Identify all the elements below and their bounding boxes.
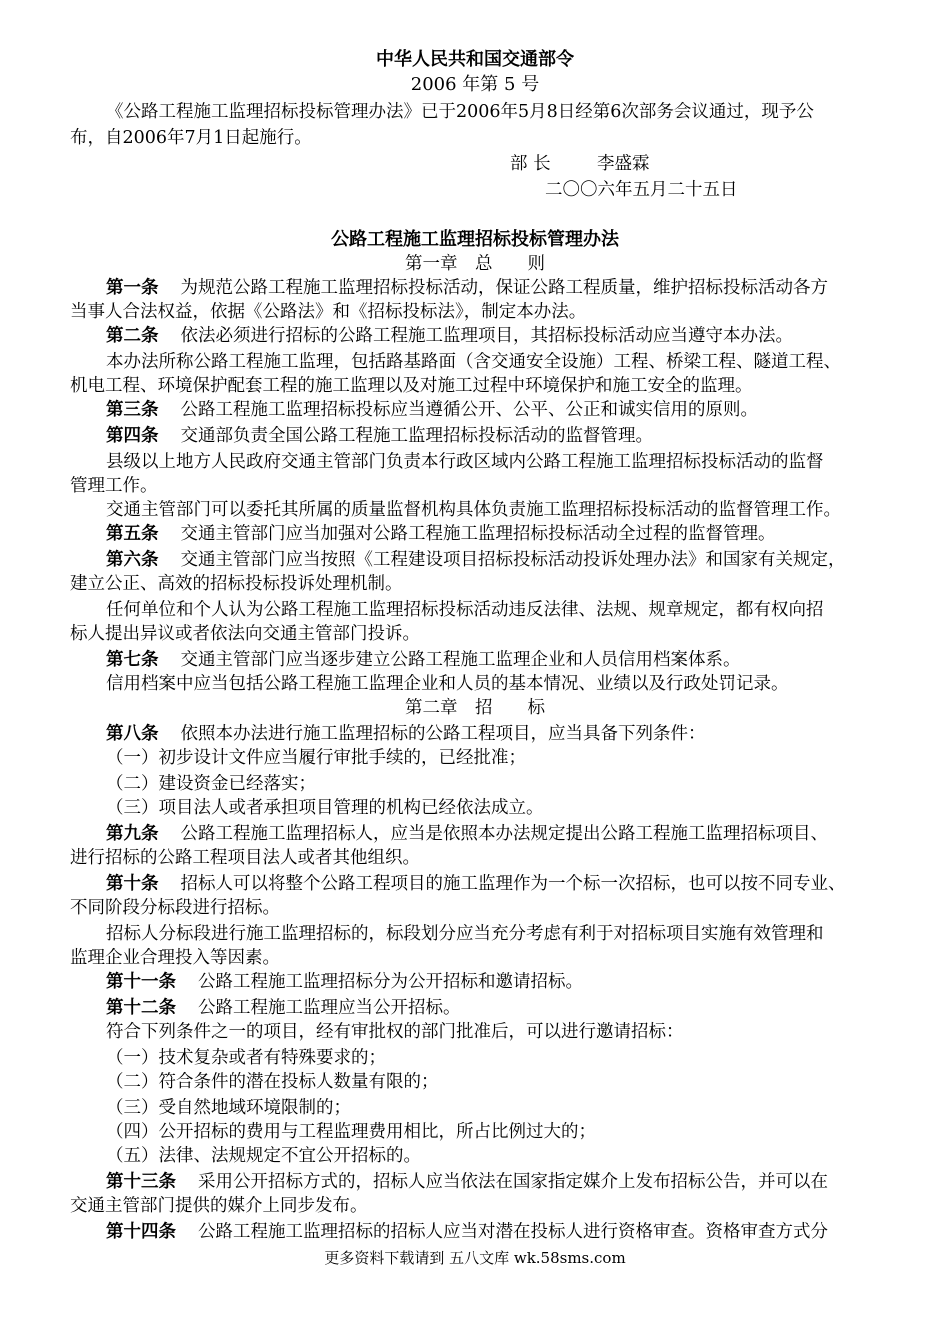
- article-14-text: 公路工程施工监理招标的招标人应当对潜在投标人进行资格审查。资格审查方式分: [198, 1222, 828, 1242]
- article-13-label: 第十三条: [106, 1172, 176, 1192]
- article-12-item-2: （二）符合条件的潜在投标人数量有限的；: [106, 1072, 439, 1092]
- article-10-para-2-line-1: 招标人分标段进行施工监理招标的，标段划分应当充分考虑有利于对招标项目实施有效管理和: [106, 924, 824, 944]
- article-1-label: 第一条: [106, 278, 159, 298]
- article-4-para-2-line-2: 管理工作。: [70, 476, 158, 496]
- article-9-line-1: [106, 822, 828, 846]
- article-5-line-1: [106, 522, 776, 546]
- article-11-text: 公路工程施工监理招标分为公开招标和邀请招标。: [198, 972, 583, 992]
- article-14-label: 第十四条: [106, 1222, 176, 1242]
- minister-title: 部 长: [510, 154, 551, 174]
- article-5-text: 交通主管部门应当加强对公路工程施工监理招标投标活动全过程的监督管理。: [180, 524, 776, 544]
- article-7-line-1: [106, 648, 741, 672]
- article-8-text: 依照本办法进行施工监理招标的公路工程项目，应当具备下列条件：: [180, 724, 706, 744]
- article-7-para-2-line-1: 信用档案中应当包括公路工程施工监理企业和人员的基本情况、业绩以及行政处罚记录。: [106, 674, 789, 694]
- article-7-text: 交通主管部门应当逐步建立公路工程施工监理企业和人员信用档案体系。: [180, 650, 741, 670]
- article-4-para-3-line-1: 交通主管部门可以委托其所属的质量监督机构具体负责施工监理招标投标活动的监督管理工作。: [106, 500, 841, 520]
- order-number: 2006 年第 5 号: [410, 74, 540, 95]
- article-6-line-1: [106, 548, 846, 572]
- article-10-text: 招标人可以将整个公路工程项目的施工监理作为一个标一次招标，也可以按不同专业、: [180, 874, 846, 894]
- article-9-label: 第九条: [106, 824, 159, 844]
- chapter-1-heading: 第一章 总 则: [405, 254, 545, 274]
- article-12-para-2-line-1: 符合下列条件之一的项目，经有审批权的部门批准后，可以进行邀请招标：: [106, 1022, 684, 1042]
- article-9-line-2: 进行招标的公路工程项目法人或者其他组织。: [70, 848, 420, 868]
- article-4-para-2-line-1: 县级以上地方人民政府交通主管部门负责本行政区域内公路工程施工监理招标投标活动的监督: [106, 452, 824, 472]
- article-8-item-1: （一）初步设计文件应当履行审批手续的，已经批准；: [106, 748, 526, 768]
- article-4-label: 第四条: [106, 426, 159, 446]
- article-1-line-1: [106, 276, 828, 300]
- footer-note: 更多资料下载请到 五八文库 wk.58sms.com: [324, 1249, 626, 1267]
- article-4-line-1: [106, 424, 653, 448]
- intro-line-2: 布，自2006年7月1日起施行。: [70, 128, 312, 148]
- article-6-label: 第六条: [106, 550, 159, 570]
- chapter-2-heading: 第二章 招 标: [405, 698, 545, 718]
- article-1-text: 为规范公路工程施工监理招标投标活动，保证公路工程质量，维护招标投标活动各方: [180, 278, 828, 298]
- article-8-label: 第八条: [106, 724, 159, 744]
- document-title: 公路工程施工监理招标投标管理办法: [331, 229, 619, 250]
- article-13-line-1: [106, 1170, 828, 1194]
- article-12-item-1: （一）技术复杂或者有特殊要求的；: [106, 1048, 386, 1068]
- article-8-line-1: [106, 722, 706, 746]
- article-3-text: 公路工程施工监理招标投标应当遵循公开、公平、公正和诚实信用的原则。: [180, 400, 758, 420]
- article-13-line-2: 交通主管部门提供的媒介上同步发布。: [70, 1196, 368, 1216]
- article-11-line-1: [106, 970, 583, 994]
- article-10-line-1: [106, 872, 846, 896]
- article-12-label: 第十二条: [106, 998, 176, 1018]
- article-12-text: 公路工程施工监理应当公开招标。: [198, 998, 461, 1018]
- article-10-line-2: 不同阶段分标段进行招标。: [70, 898, 280, 918]
- article-2-para-2-line-2: 机电工程、环境保护配套工程的施工监理以及对施工过程中环境保护和施工安全的监理。: [70, 376, 753, 396]
- article-12-item-3: （三）受自然地域环境限制的；: [106, 1098, 351, 1118]
- article-12-item-4: （四）公开招标的费用与工程监理费用相比，所占比例过大的；: [106, 1122, 596, 1142]
- article-6-text: 交通主管部门应当按照《工程建设项目招标投标活动投诉处理办法》和国家有关规定，: [180, 550, 846, 570]
- article-6-line-2: 建立公正、高效的招标投标投诉处理机制。: [70, 574, 403, 594]
- article-12-item-5: （五）法律、法规规定不宜公开招标的。: [106, 1146, 421, 1166]
- article-8-item-2: （二）建设资金已经落实；: [106, 774, 316, 794]
- article-6-para-2-line-2: 标人提出异议或者依法向交通主管部门投诉。: [70, 624, 420, 644]
- article-9-text: 公路工程施工监理招标人，应当是依照本办法规定提出公路工程施工监理招标项目、: [180, 824, 828, 844]
- article-5-label: 第五条: [106, 524, 159, 544]
- minister-name: 李盛霖: [597, 154, 650, 174]
- article-4-text: 交通部负责全国公路工程施工监理招标投标活动的监督管理。: [180, 426, 653, 446]
- intro-line-1: 《公路工程施工监理招标投标管理办法》已于2006年5月8日经第6次部务会议通过，现予公: [106, 102, 814, 122]
- article-3-label: 第三条: [106, 400, 159, 420]
- article-3-line-1: [106, 398, 758, 422]
- article-1-line-2: 当事人合法权益，依据《公路法》和《招标投标法》，制定本办法。: [70, 302, 587, 322]
- article-11-label: 第十一条: [106, 972, 176, 992]
- article-2-line-1: [106, 324, 793, 348]
- article-13-text: 采用公开招标方式的，招标人应当依法在国家指定媒介上发布招标公告，并可以在: [198, 1172, 828, 1192]
- signing-date: 二〇〇六年五月二十五日: [545, 180, 738, 200]
- article-10-label: 第十条: [106, 874, 159, 894]
- article-7-label: 第七条: [106, 650, 159, 670]
- article-8-item-3: （三）项目法人或者承担项目管理的机构已经依法成立。: [106, 798, 544, 818]
- article-10-para-2-line-2: 监理企业合理投入等因素。: [70, 948, 280, 968]
- article-12-line-1: [106, 996, 461, 1020]
- article-6-para-2-line-1: 任何单位和个人认为公路工程施工监理招标投标活动违反法律、法规、规章规定，都有权向招: [106, 600, 824, 620]
- order-title: 中华人民共和国交通部令: [376, 49, 574, 70]
- article-2-para-2-line-1: 本办法所称公路工程施工监理，包括路基路面（含交通安全设施）工程、桥梁工程、隧道工程、: [106, 352, 841, 372]
- article-2-label: 第二条: [106, 326, 159, 346]
- article-14-line-1: [106, 1220, 828, 1244]
- article-2-text: 依法必须进行招标的公路工程施工监理项目，其招标投标活动应当遵守本办法。: [180, 326, 793, 346]
